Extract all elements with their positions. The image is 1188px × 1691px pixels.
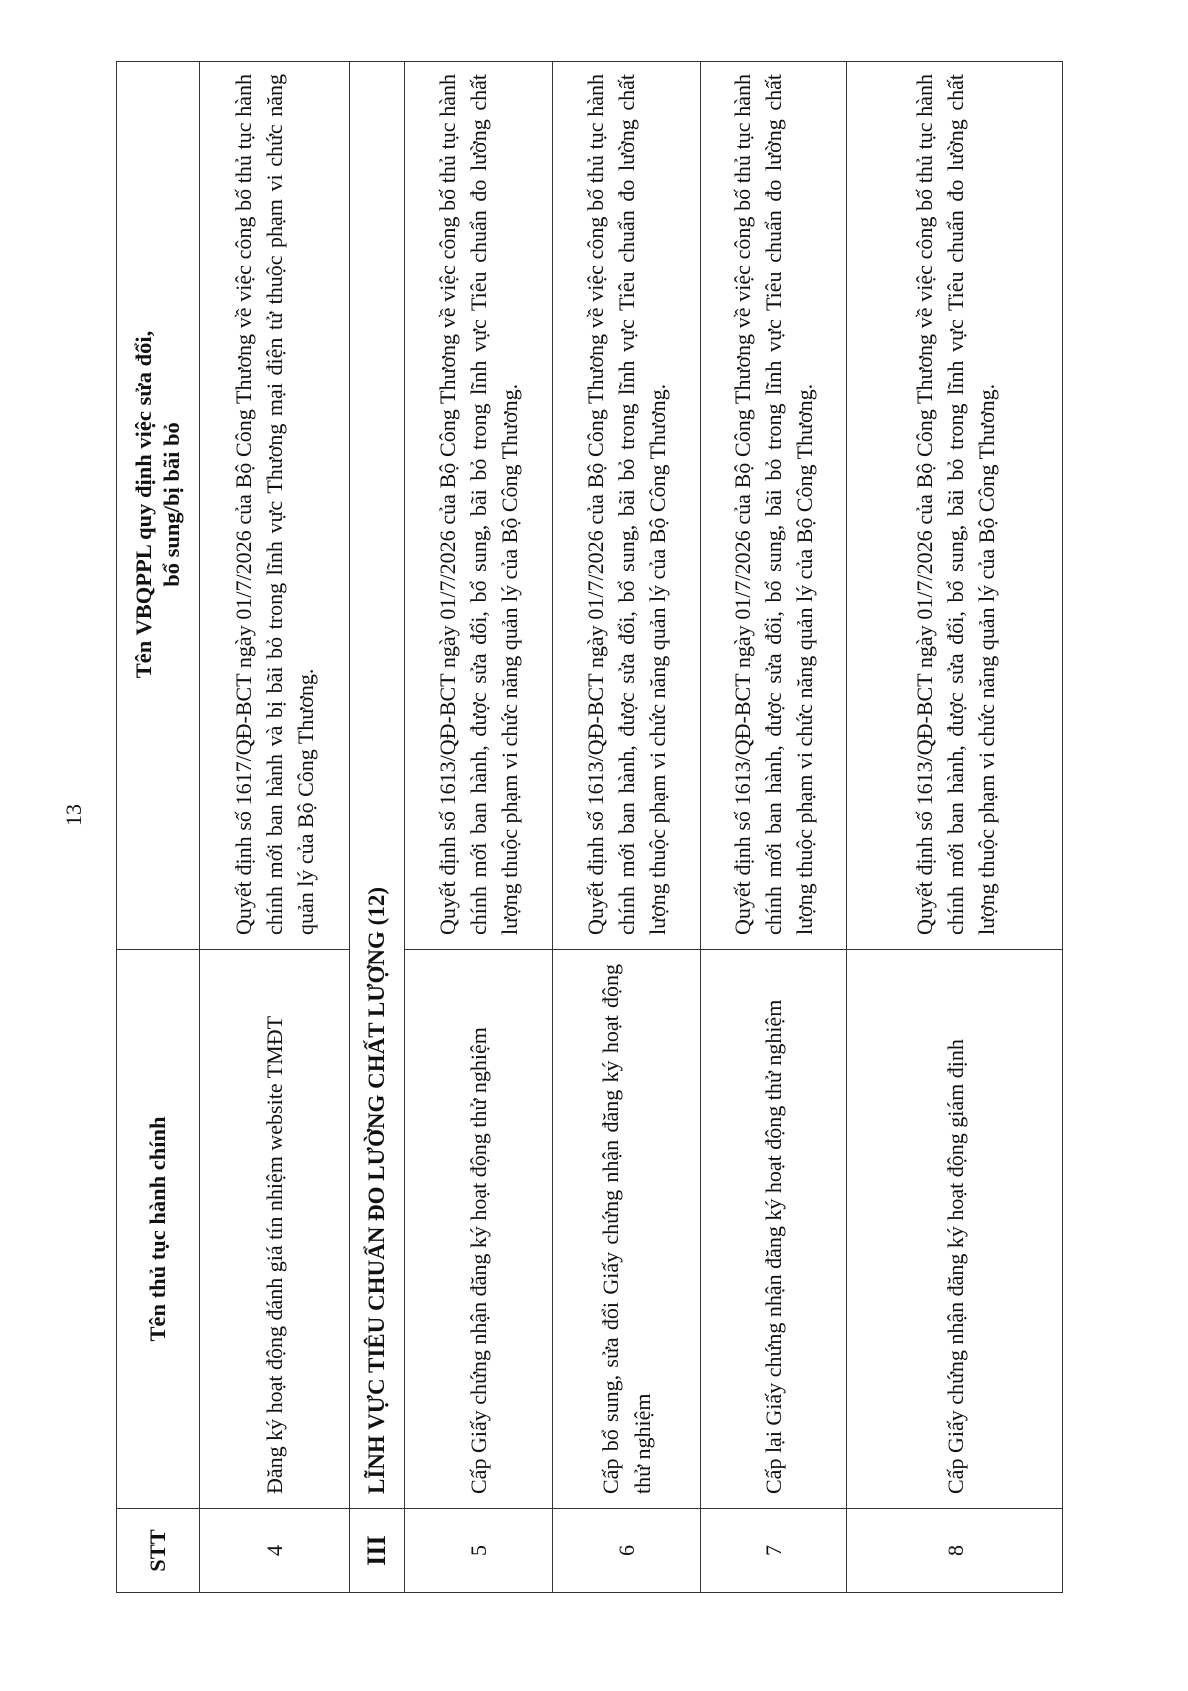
- table-row: [701, 62, 847, 1592]
- table-header-row: [117, 62, 200, 1592]
- header-stt: STT: [145, 1529, 171, 1572]
- table-row: [200, 62, 350, 1592]
- section-row: [350, 62, 405, 1592]
- row-procedure-name: Đăng ký hoạt động đánh giá tín nhiệm website TMĐT: [200, 950, 349, 1509]
- header-legal-document-line2: bổ sung/bị bãi bỏ: [159, 422, 184, 587]
- row-legal-document: Quyết định số 1613/QĐ-BCT ngày 01/7/2026 của Bộ Công Thương về việc công bố thủ tục hành chính mới ban hành, được sửa đổi, bổ sung, bãi bỏ trong lĩnh vực Tiêu chuẩn đo lường chất lượng thuộc phạm vi chức năng quản lý của Bộ Công Thương.: [701, 61, 846, 950]
- row-stt: 7: [760, 1545, 786, 1556]
- row-stt: 5: [465, 1545, 491, 1556]
- table-row: [847, 62, 1063, 1592]
- row-stt: 4: [261, 1545, 287, 1556]
- page-number: 13: [61, 804, 86, 826]
- row-legal-document: Quyết định số 1617/QĐ-BCT ngày 01/7/2026 của Bộ Công Thương về việc công bố thủ tục hành chính mới ban hành và bị bãi bỏ trong lĩnh vực Thương mại điện tử thuộc phạm vi chức năng quản lý của Bộ Công Thương.: [200, 61, 349, 950]
- row-stt: 6: [613, 1545, 639, 1556]
- header-procedure-name: Tên thủ tục hành chính: [117, 950, 199, 1509]
- section-stt: III: [361, 1535, 391, 1566]
- row-legal-document: Quyết định số 1613/QĐ-BCT ngày 01/7/2026 của Bộ Công Thương về việc công bố thủ tục hành chính mới ban hành, được sửa đổi, bổ sung, bãi bỏ trong lĩnh vực Tiêu chuẩn đo lường chất lượng thuộc phạm vi chức năng quản lý của Bộ Công Thương.: [847, 61, 1063, 950]
- row-legal-document: Quyết định số 1613/QĐ-BCT ngày 01/7/2026 của Bộ Công Thương về việc công bố thủ tục hành chính mới ban hành, được sửa đổi, bổ sung, bãi bỏ trong lĩnh vực Tiêu chuẩn đo lường chất lượng thuộc phạm vi chức năng quản lý của Bộ Công Thương.: [405, 61, 552, 950]
- table-row: [553, 62, 701, 1592]
- row-procedure-name: Cấp bổ sung, sửa đổi Giấy chứng nhận đăng ký hoạt động thử nghiệm: [553, 950, 700, 1509]
- header-legal-document-line1: Tên VBQPPL quy định việc sửa đổi,: [130, 330, 156, 679]
- row-stt: 8: [942, 1545, 968, 1556]
- rotated-table-container: [116, 61, 1063, 1593]
- table-row: [405, 62, 553, 1592]
- section-title: LĨNH VỰC TIÊU CHUẨN ĐO LƯỜNG CHẤT LƯỢNG (12): [350, 61, 404, 1509]
- row-procedure-name: Cấp Giấy chứng nhận đăng ký hoạt động thử nghiệm: [405, 950, 552, 1509]
- procedures-table: [116, 61, 1063, 1593]
- row-legal-document: Quyết định số 1613/QĐ-BCT ngày 01/7/2026 của Bộ Công Thương về việc công bố thủ tục hành chính mới ban hành, được sửa đổi, bổ sung, bãi bỏ trong lĩnh vực Tiêu chuẩn đo lường chất lượng thuộc phạm vi chức năng quản lý của Bộ Công Thương.: [553, 61, 700, 950]
- row-procedure-name: Cấp lại Giấy chứng nhận đăng ký hoạt động thử nghiệm: [701, 950, 846, 1509]
- header-legal-document: [117, 61, 199, 950]
- row-procedure-name: Cấp Giấy chứng nhận đăng ký hoạt động giám định: [847, 950, 1063, 1509]
